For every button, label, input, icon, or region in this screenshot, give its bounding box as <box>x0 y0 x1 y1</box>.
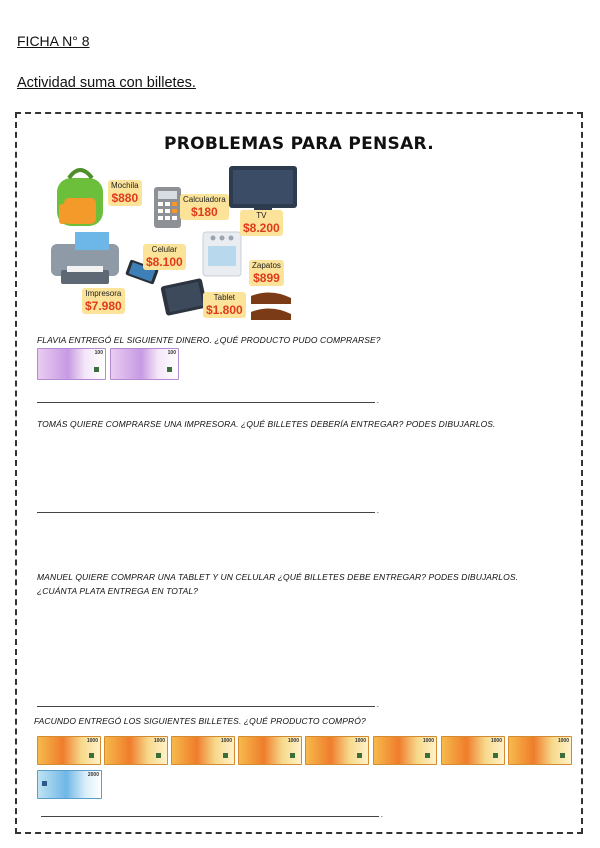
bill-1000: 1000 <box>441 736 505 765</box>
ficha-title: FICHA N° 8 <box>17 33 90 49</box>
stove-icon <box>203 232 241 276</box>
bill-100: 100 <box>37 348 106 380</box>
price-tag-tablet: Tablet $1.800 <box>203 292 246 318</box>
tv-icon <box>229 166 297 212</box>
shoes-icon <box>251 292 291 320</box>
bill-100: 100 <box>110 348 179 380</box>
bill-1000: 1000 <box>373 736 437 765</box>
price-tag-mochila: Mochila $880 <box>108 180 142 206</box>
backpack-icon <box>57 170 103 226</box>
bill-1000: 1000 <box>238 736 302 765</box>
price-tag-impresora: Impresora $7.980 <box>82 288 125 314</box>
answer-line[interactable]: . <box>37 697 375 707</box>
price-tag-tv: TV $8.200 <box>240 210 283 236</box>
bill-1000: 1000 <box>104 736 168 765</box>
answer-line[interactable]: . <box>37 393 375 403</box>
bill-2000: 2000 <box>37 770 102 799</box>
answer-line[interactable]: . <box>37 503 375 513</box>
printer-icon <box>51 232 119 284</box>
worksheet-box <box>15 112 583 834</box>
calculator-icon <box>154 187 181 228</box>
question-facundo: FACUNDO ENTREGÓ LOS SIGUIENTES BILLETES. ¿QUÉ PRODUCTO COMPRÓ? <box>34 716 366 726</box>
problems-title: PROBLEMAS PARA PENSAR. <box>163 134 435 154</box>
question-tomas: TOMÁS QUIERE COMPRARSE UNA IMPRESORA. ¿QUÉ BILLETES DEBERÍA ENTREGAR? PODES DIBUJARLOS. <box>37 419 496 429</box>
activity-title: Actividad suma con billetes. <box>17 75 196 91</box>
price-tag-celular: Celular $8.100 <box>143 244 186 270</box>
bill-1000: 1000 <box>305 736 369 765</box>
price-tag-zapatos: Zapatos $899 <box>249 260 284 286</box>
bill-1000: 1000 <box>508 736 572 765</box>
question-manuel-total: ¿CUÁNTA PLATA ENTREGA EN TOTAL? <box>37 586 199 596</box>
bill-1000: 1000 <box>171 736 235 765</box>
price-tag-calculadora: Calculadora $180 <box>180 194 229 220</box>
bill-1000: 1000 <box>37 736 101 765</box>
question-flavia: FLAVIA ENTREGÓ EL SIGUIENTE DINERO. ¿QUÉ PRODUCTO PUDO COMPRARSE? <box>37 335 381 345</box>
tablet-icon <box>160 278 207 316</box>
answer-line[interactable]: . <box>41 807 379 817</box>
question-manuel: MANUEL QUIERE COMPRAR UNA TABLET Y UN CELULAR ¿QUÉ BILLETES DEBE ENTREGAR? PODES DIBUJARLOS. <box>37 572 519 582</box>
